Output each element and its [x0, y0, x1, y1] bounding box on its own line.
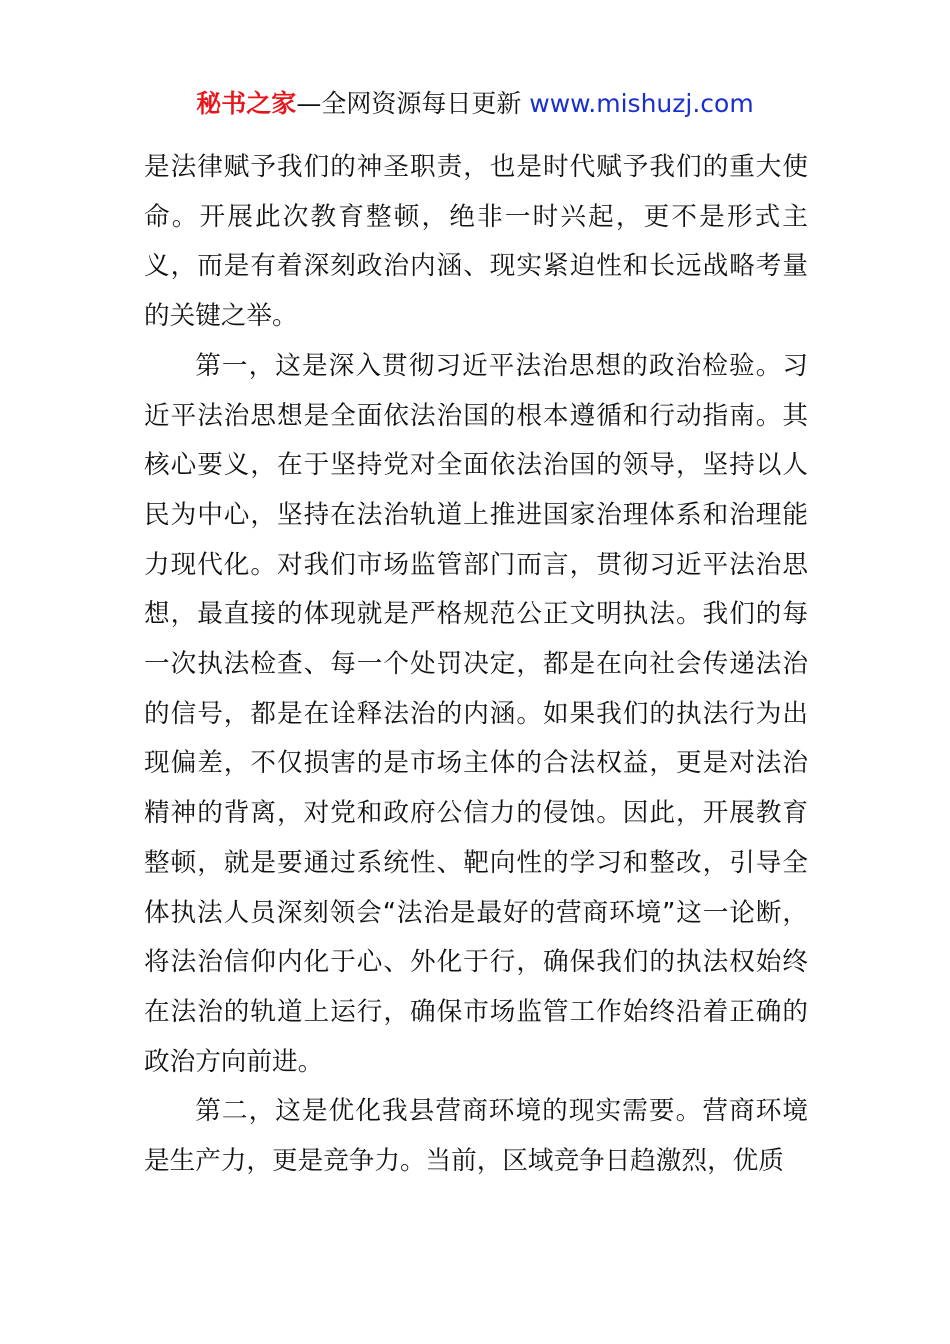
paragraph-second-point: 第二，这是优化我县营商环境的现实需要。营商环境是生产力，更是竞争力。当前，区域竞争日趋激烈，优质 — [144, 1096, 808, 1177]
page-header — [0, 86, 950, 122]
brand-name: 秘书之家 — [196, 89, 297, 118]
document-body — [144, 143, 808, 1187]
header-tagline: —全网资源每日更新 — [296, 89, 530, 118]
paragraph-first-point: 第一，这是深入贯彻习近平法治思想的政治检验。习近平法治思想是全面依法治国的根本遵循和行动指南。其核心要义，在于坚持党对全面依法治国的领导，坚持以人民为中心，坚持在法治轨道上推进国家治理体系和治理能力现代化。对我们市场监管部门而言，贯彻习近平法治思想，最直接的体现就是严格规范公正文明执法。我们的每一次执法检查、每一个处罚决定，都是在向社会传递法治的信号，都是在诠释法治的内涵。如果我们的执法行为出现偏差，不仅损害的是市场主体的合法权益，更是对法治精神的背离，对党和政府公信力的侵蚀。因此，开展教育整顿，就是要通过系统性、靶向性的学习和整改，引导全体执法人员深刻领会“法治是最好的营商环境”这一论断，将法治信仰内化于心、外化于行，确保我们的执法权始终在法治的轨道上运行，确保市场监管工作始终沿着正确的政治方向前进。 — [144, 350, 808, 1077]
paragraph-continuation: 是法律赋予我们的神圣职责，也是时代赋予我们的重大使命。开展此次教育整顿，绝非一时兴起，更不是形式主义，而是有着深刻政治内涵、现实紧迫性和长远战略考量的关键之举。 — [144, 152, 808, 332]
site-url-link[interactable]: www.mishuzj.com — [529, 89, 754, 118]
